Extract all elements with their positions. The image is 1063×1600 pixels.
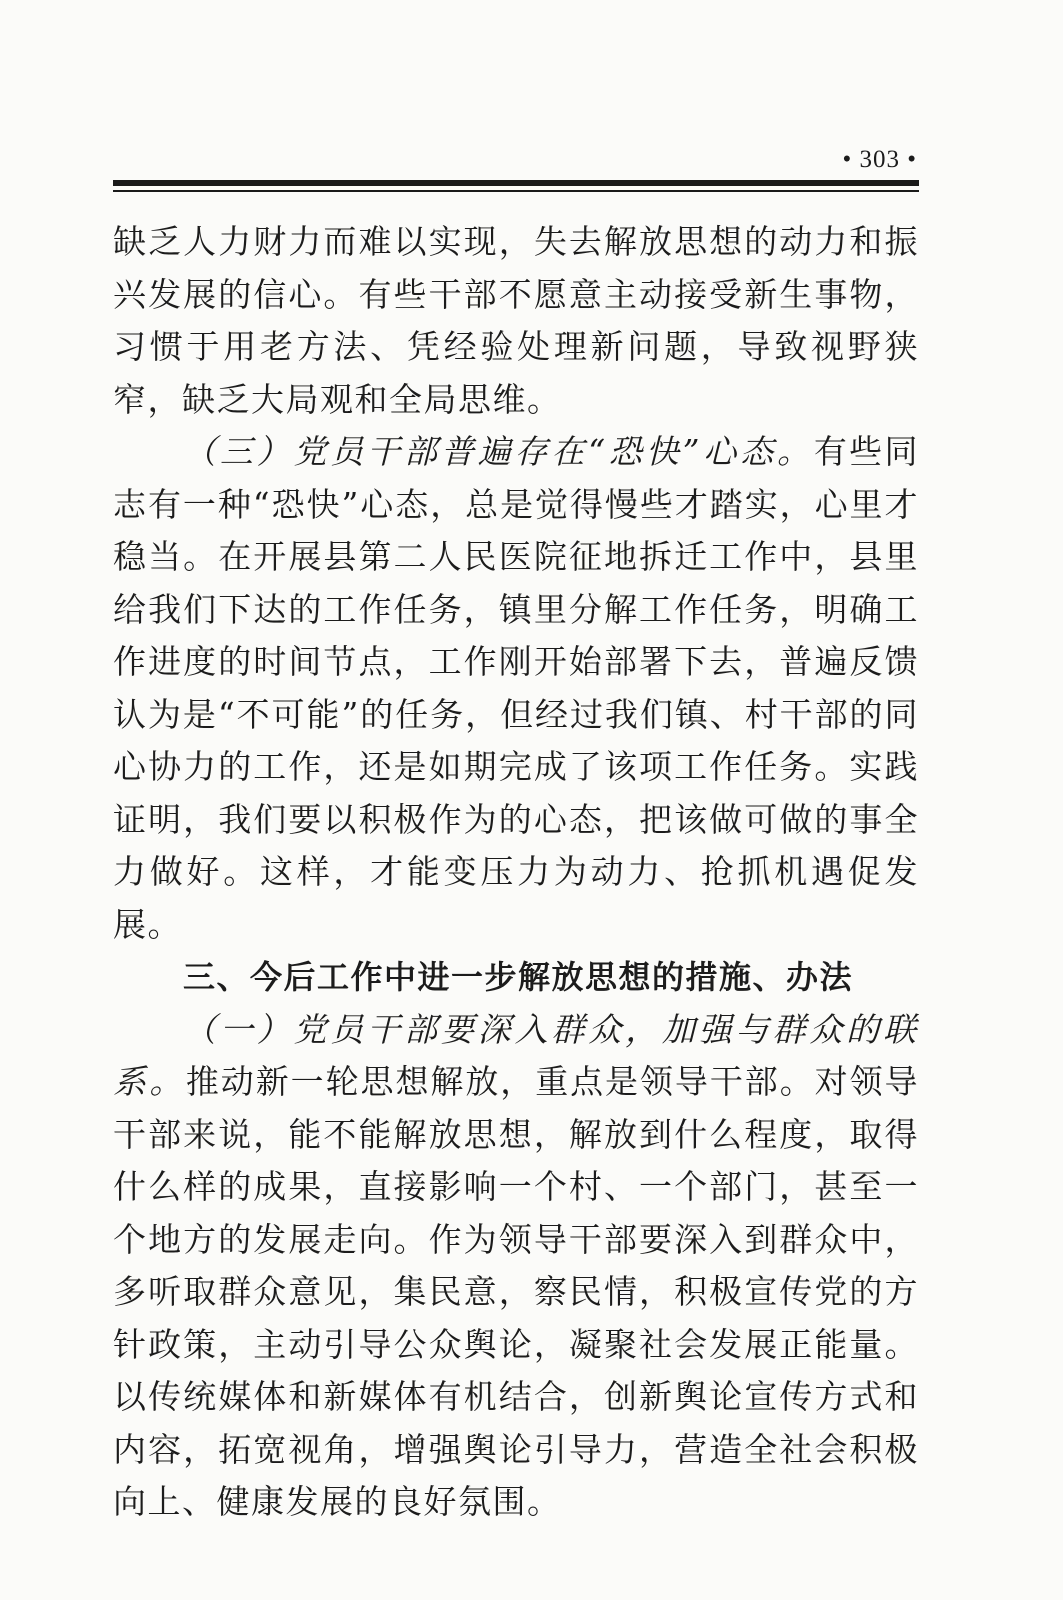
paragraph-lead: （一）党员干部要深入群众，加强与群众的联系。 [113, 1009, 919, 1101]
body-text [113, 216, 919, 1529]
paragraph-text: 推动新一轮思想解放，重点是领导干部。对领导干部来说，能不能解放思想，解放到什么程度，取得什么样的成果，直接影响一个村、一个部门，甚至一个地方的发展走向。作为领导干部要深入到群众中，多听取群众意见，集民意，察民情，积极宣传党的方针政策，主动引导公众舆论，凝聚社会发展正能量。以传统媒体和新媒体有机结合，创新舆论宣传方式和内容，拓宽视角，增强舆论引导力，营造全社会积极向上、健康发展的良好氛围。 [113, 1062, 920, 1521]
section-heading: 三、今后工作中进一步解放思想的措施、办法 [183, 958, 854, 996]
paragraph-go-to-masses [113, 1004, 919, 1529]
paragraph-continued [113, 216, 919, 426]
paragraph-fear-of-speed [113, 426, 919, 951]
page-number: • 303 • [842, 146, 917, 173]
paragraph-text: 缺乏人力财力而难以实现，失去解放思想的动力和振兴发展的信心。有些干部不愿意主动接受新生事物，习惯于用老方法、凭经验处理新问题，导致视野狭窄，缺乏大局观和全局思维。 [113, 222, 919, 419]
paragraph-lead: （三）党员干部普遍存在“恐快”心态。 [183, 432, 814, 471]
header-rule-thick [113, 180, 919, 186]
paragraph-text: 有些同志有一种“恐快”心态，总是觉得慢些才踏实，心里才稳当。在开展县第二人民医院征地拆迁工作中，县里给我们下达的工作任务，镇里分解工作任务，明确工作进度的时间节点，工作刚开始部署下去，普遍反馈认为是“不可能”的任务，但经过我们镇、村干部的同心协力的工作，还是如期完成了该项工作任务。实践证明，我们要以积极作为的心态，把该做可做的事全力做好。这样，才能变压力为动力、抢抓机遇促发展。 [113, 432, 920, 944]
header-rule-thin [113, 190, 919, 192]
